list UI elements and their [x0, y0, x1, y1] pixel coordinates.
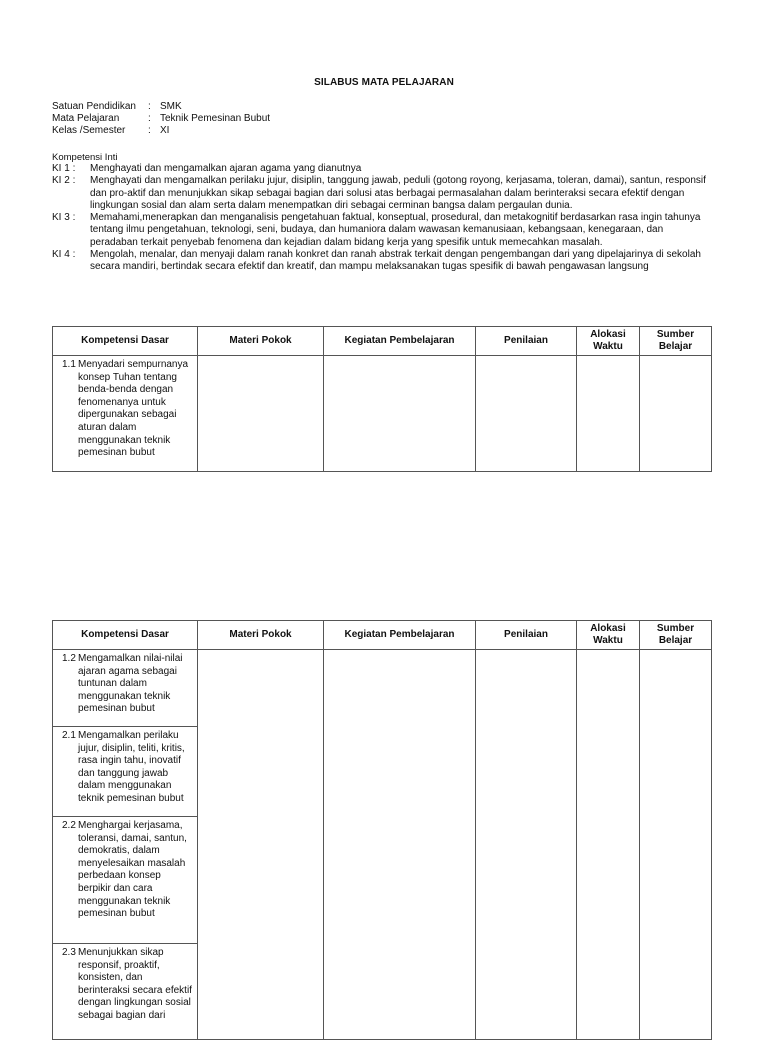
penilaian-cell — [476, 650, 577, 1040]
ki-text: Memahami,menerapkan dan menganalisis pengetahuan faktual, konseptual, prosedural, dan metakognitif berdasarkan rasa ingin tahunya tentang ilmu pengetahuan, teknologi, seni, budaya, dan humaniora dalam wawasan kemanusiaan, kebangsaan, kenegaraan, dan peradaban terkait penyebab fenomena dan kejadian dalam bidang kerja yang spesifik untuk memecahkan masalah. — [90, 212, 701, 248]
kd-cell — [53, 944, 198, 1040]
penilaian-cell — [476, 356, 577, 472]
header-sumber-belajar: Sumber Belajar — [640, 327, 712, 356]
header-penilaian: Penilaian — [476, 327, 577, 356]
kd-cell — [53, 817, 198, 944]
header-penilaian: Penilaian — [476, 621, 577, 650]
header-sumber-belajar: Sumber Belajar — [640, 621, 712, 650]
kd-number: 2.3 — [62, 947, 76, 958]
meta-value: Teknik Pemesinan Bubut — [160, 113, 271, 124]
table-header-row — [53, 621, 712, 650]
table-row — [53, 356, 712, 472]
ki-label: KI 2 : — [52, 175, 76, 187]
materi-cell — [198, 650, 324, 1040]
meta-colon: : — [148, 113, 151, 124]
silabus-table-2 — [52, 620, 712, 1040]
table-header-row — [53, 327, 712, 356]
meta-colon: : — [148, 101, 151, 112]
kd-number: 1.2 — [62, 653, 76, 664]
kd-text: Menunjukkan sikap responsif, proaktif, konsisten, dan berinteraksi secara efektif dengan lingkungan sosial sebagai bagian dari — [78, 947, 192, 1021]
ki-item-2 — [52, 175, 712, 212]
header-alokasi-waktu: Alokasi Waktu — [577, 327, 640, 356]
header-materi-pokok: Materi Pokok — [198, 327, 324, 356]
kompetensi-inti-heading: Kompetensi Inti — [52, 152, 118, 163]
meta-value: SMK — [160, 101, 182, 112]
kd-text: Mengamalkan nilai-nilai ajaran agama sebagai tuntunan dalam menggunakan teknik pemesinan bubut — [78, 653, 183, 715]
sumber-cell — [640, 356, 712, 472]
header-kompetensi-dasar: Kompetensi Dasar — [53, 327, 198, 356]
ki-text: Mengolah, menalar, dan menyaji dalam ranah konkret dan ranah abstrak terkait dengan pengembangan dari yang dipelajarinya di sekolah secara mandiri, bertindak secara efektif dan kreatif, dan mampu melaksanakan tugas spesifik di bawah pengawasan langsung — [90, 249, 701, 273]
kd-number: 2.2 — [62, 820, 76, 831]
kegiatan-cell — [324, 650, 476, 1040]
ki-label: KI 4 : — [52, 249, 76, 261]
alokasi-cell — [577, 650, 640, 1040]
kd-number: 1.1 — [62, 359, 76, 370]
header-kegiatan-pembelajaran: Kegiatan Pembelajaran — [324, 327, 476, 356]
document-title: SILABUS MATA PELAJARAN — [314, 77, 454, 88]
kd-cell — [53, 356, 198, 472]
kd-text: Mengamalkan perilaku jujur, disiplin, teliti, kritis, rasa ingin tahu, inovatif dan tanggung jawab dalam menggunakan teknik pemesinan bubut — [78, 730, 185, 804]
kd-cell — [53, 650, 198, 727]
materi-cell — [198, 356, 324, 472]
header-alokasi-waktu: Alokasi Waktu — [577, 621, 640, 650]
meta-label: Kelas /Semester — [52, 125, 126, 136]
kd-cell — [53, 727, 198, 817]
meta-label: Mata Pelajaran — [52, 113, 120, 124]
header-kegiatan-pembelajaran: Kegiatan Pembelajaran — [324, 621, 476, 650]
kompetensi-inti-list — [52, 163, 712, 274]
header-materi-pokok: Materi Pokok — [198, 621, 324, 650]
sumber-cell — [640, 650, 712, 1040]
ki-item-3 — [52, 212, 712, 249]
table-row — [53, 650, 712, 727]
alokasi-cell — [577, 356, 640, 472]
ki-item-4 — [52, 249, 712, 274]
meta-row-mapel — [52, 113, 270, 125]
meta-row-kelas — [52, 125, 270, 137]
ki-item-1 — [52, 163, 712, 175]
meta-colon: : — [148, 125, 151, 136]
silabus-table-1 — [52, 326, 712, 472]
ki-label: KI 1 : — [52, 163, 76, 174]
meta-value: XI — [160, 125, 170, 136]
kd-number: 2.1 — [62, 730, 76, 741]
meta-block — [52, 101, 270, 137]
kd-text: Menghargai kerjasama, toleransi, damai, santun, demokratis, dalam menyelesaikan masalah perbedaan konsep berpikir dan cara menggunakan teknik pemesinan bubut — [78, 820, 187, 920]
kegiatan-cell — [324, 356, 476, 472]
meta-row-satuan — [52, 101, 270, 113]
ki-label: KI 3 : — [52, 212, 76, 224]
ki-text: Menghayati dan mengamalkan ajaran agama yang dianutnya — [90, 163, 362, 174]
meta-label: Satuan Pendidikan — [52, 101, 136, 112]
header-kompetensi-dasar: Kompetensi Dasar — [53, 621, 198, 650]
kd-text: Menyadari sempurnanya konsep Tuhan tentang benda-benda dengan fenomenanya untuk dipergunakan sebagai aturan dalam menggunakan teknik pemesinan bubut — [78, 359, 189, 459]
ki-text: Menghayati dan mengamalkan perilaku jujur, disiplin, tanggung jawab, peduli (gotong royong, kerjasama, toleran, damai), santun, responsif dan pro-aktif dan menunjukkan sikap sebagai bagian dari solusi atas berbagai permasalahan dalam berinteraksi secara efektif dengan lingkungan sosial dan alam serta dalam menempatkan diri sebagai cerminan bangsa dalam pergaulan dunia. — [90, 175, 706, 211]
